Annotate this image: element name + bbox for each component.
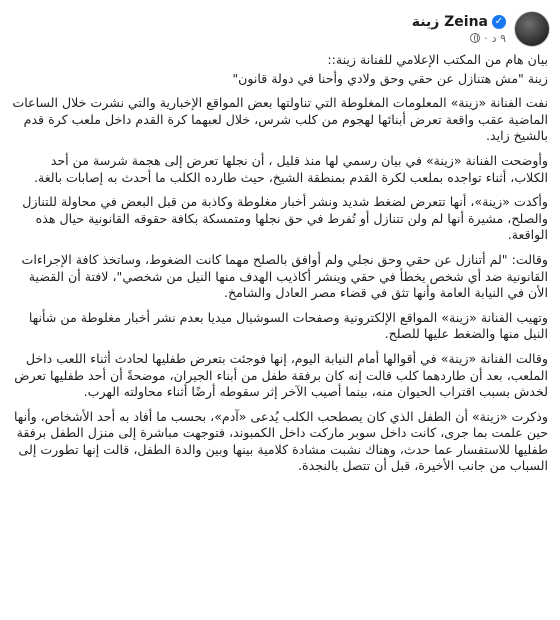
post-header: [10, 6, 550, 52]
post-paragraph: وذكرت «زينة» أن الطفل الذي كان يصطحب الكلب يُدعى «آدم»، بحسب ما أفاد به أحد الأشخاص، وأنها حين علمت بما جرى، كانت داخل سوبر ماركت داخل الكمبوند، فتوجهت مباشرة إلى منزل الطفل برفقة طفليها للاستفسار عما حدث، وهناك نشبت مشادة كلامية بينها وبين والدة الطفل، قالت إنها تطورت إلى السباب من جانب الأخيرة، قبل أن تتصل بالنجدة.: [13, 408, 548, 474]
author-meta: [412, 14, 506, 45]
author-name[interactable]: Zeina زينة: [411, 13, 488, 30]
post-paragraph: زينة "مش هتنازل عن حقي وحق ولادي وأحنا في دولة قانون": [232, 70, 548, 86]
author-name-row: [412, 14, 506, 30]
post-paragraph: بيان هام من المكتب الإعلامي للفنانة زينة::: [327, 52, 548, 67]
post-paragraph: وأوضحت الفنانة «زينة» في بيان رسمي لها منذ قليل ، أن نجلها تعرض إلى هجمة شرسة من أحد الكلاب، أثناء تواجده بملعب لكرة القدم بمنطقة الشيخ، حيث طارده الكلب ما أحدث به إصابات بالغة.: [33, 152, 548, 185]
verified-badge-icon: ✓: [492, 15, 506, 29]
post-paragraph: وتهيب الفنانة «زينة» المواقع الإلكترونية وصفحات السوشيال ميديا بعدم نشر أخبار مغلوطة من شأنها النيل منها والضغط عليها للصلح.: [28, 309, 548, 342]
post-paragraph: نفت الفنانة «زينة» المعلومات المغلوطة التي تناولتها بعض المواقع الإخبارية والتي نشرت خلال الساعات الماضية عقب واقعة تعرض أبنائها لهجوم من كلب شرس، خلال لعبهما كرة القدم داخل ملعب كرة قدم بالشيخ زايد.: [12, 95, 548, 144]
post-paragraph: وقالت: "لم أتنازل عن حقي وحق نجلي ولم أوافق بالصلح مهما كانت الضغوط، وساتخذ كافة الإجراءات القانونية ضد أي شخص يخطأ في حقي وينشر أكاذيب الهدف منها النيل من شخصي"، لافتة أن القضية الأن في النيابة العامة وأنها تثق في قضاء مصر العادل والشامخ.: [21, 251, 548, 301]
author-avatar[interactable]: [514, 11, 550, 47]
globe-icon[interactable]: [470, 33, 480, 43]
dot-separator: ·: [484, 31, 488, 45]
post-paragraph: وأكدت «زينة»، أنها تتعرض لضغط شديد ونشر أخبار مغلوطة وكاذبة من قبل البعض في محاولة للتنازل والصلح، مشيرة أنها لم ولن تتنازل أو تُفرط في حق نجلها ومتمسكة بكافة حقوقه القانونية حيال هذه الواقعة.: [22, 194, 548, 243]
post-time-row: [470, 32, 506, 45]
post-paragraph: وقالت الفنانة «زينة» في أقوالها أمام النيابة اليوم، إنها فوجئت بتعرض طفليها لحادث أثناء اللعب داخل الملعب، بعد أن طاردهما كلب قالت إنه كان برفقة طفل من أبناء الجيران، موضحةً أن أحد طفليها تعرض لخدش بسبب اقتراب الحيوان منه، بينما أصيب الآخر إثر سقوطه أرضًا أثناء محاولته الهرب.: [14, 350, 548, 400]
post-body: [10, 52, 550, 475]
post-time[interactable]: ٩ د: [491, 31, 506, 45]
